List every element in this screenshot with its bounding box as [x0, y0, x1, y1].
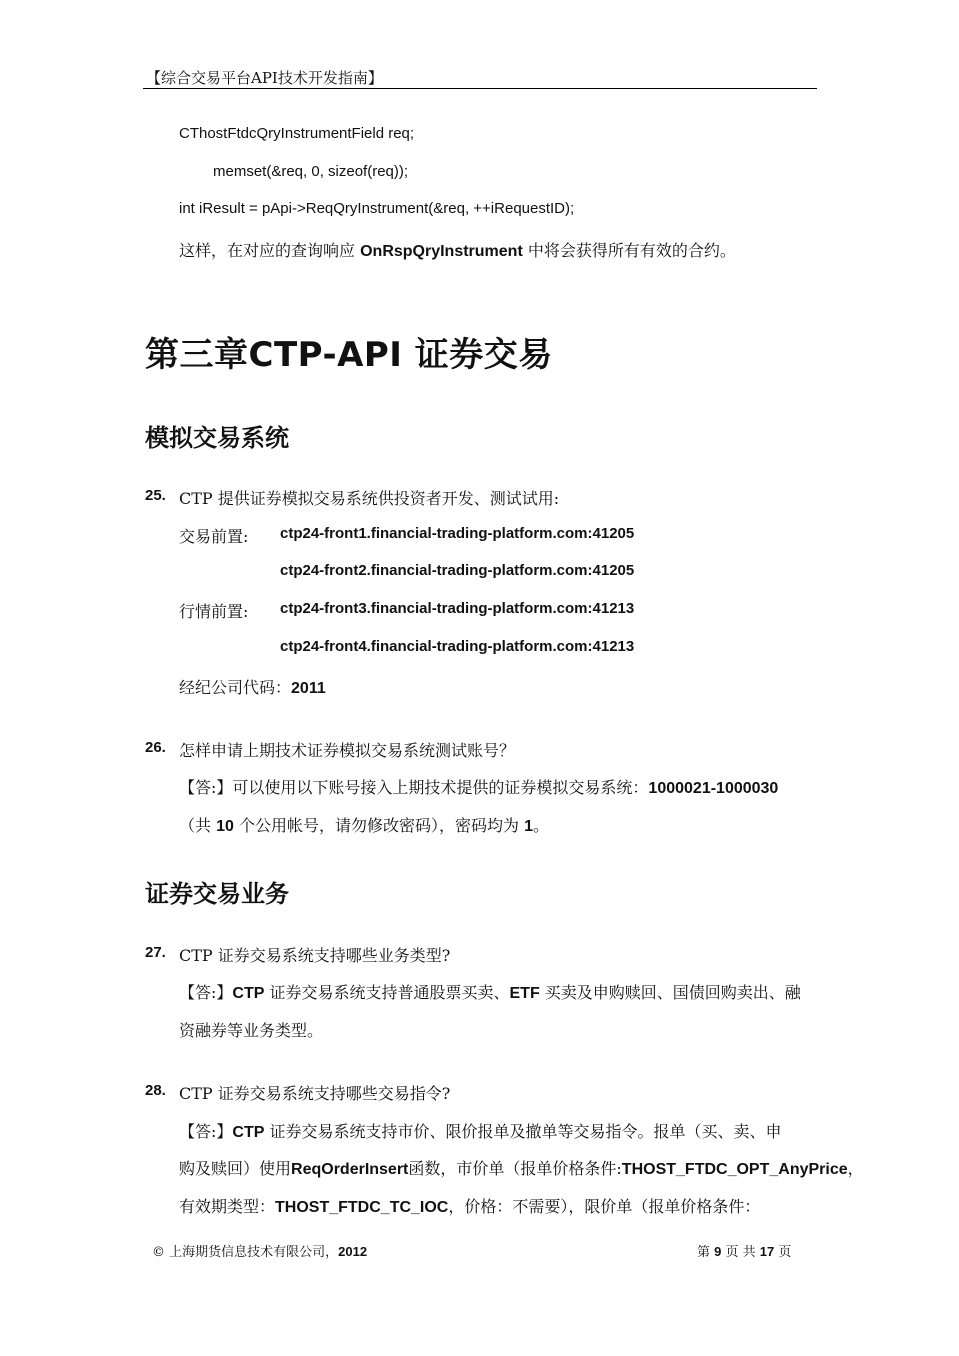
trade-front-1: ctp24-front1.financial-trading-platform.com:41205: [280, 525, 635, 542]
account-count: 10: [216, 818, 234, 835]
item-25-text: CTP 提供证券模拟交易系统供投资者开发、测试试用:: [179, 489, 560, 508]
item-27-answer-line-1: [179, 980, 801, 1003]
current-page: 9: [714, 1244, 722, 1259]
answer-28-part: 购及赎回）使用: [179, 1159, 292, 1178]
broker-id-label: 经纪公司代码：: [179, 678, 292, 697]
section-title-biz: 证券交易业务: [145, 880, 289, 908]
total-pages: 17: [759, 1244, 775, 1259]
answer-28-ctp: CTP: [232, 1124, 265, 1141]
chapter-title: 第三章CTP-API 证券交易: [145, 335, 553, 375]
answer-28-part: 证券交易系统支持市价、限价报单及撤单等交易指令。报单（买、卖、申: [264, 1122, 782, 1141]
trade-front-label: 交易前置:: [179, 527, 249, 546]
code-note: [179, 238, 736, 261]
account-range: 1000021-1000030: [648, 780, 779, 797]
page-header-title: 【综合交易平台API技术开发指南】: [146, 69, 383, 87]
item-28-answer-line-3: [179, 1194, 760, 1217]
copyright-text: © 上海期货信息技术有限公司，: [152, 1245, 339, 1260]
item-28-answer-line-1: [179, 1119, 782, 1142]
item-number-27: 27.: [145, 944, 166, 961]
item-26-question: 怎样申请上期技术证券模拟交易系统测试账号？: [179, 741, 516, 760]
section-title-sim: 模拟交易系统: [145, 424, 289, 452]
code-line-1: CThostFtdcQryInstrumentField req;: [179, 125, 415, 142]
answer-26-part: （共: [179, 816, 217, 835]
code-line-2: memset(&req, 0, sizeof(req));: [213, 163, 409, 180]
copyright-year: 2012: [338, 1244, 368, 1259]
page-label: 页: [774, 1245, 792, 1260]
md-front-2: ctp24-front4.financial-trading-platform.com:41213: [280, 638, 635, 655]
code-note-suffix: 中将会获得所有有效的合约。: [522, 241, 736, 260]
order-insert-function: ReqOrderInsert: [291, 1161, 409, 1178]
answer-26-text: 可以使用以下账号接入上期技术提供的证券模拟交易系统：: [232, 778, 649, 797]
item-28-question: CTP 证券交易系统支持哪些交易指令?: [179, 1084, 451, 1103]
answer-tag: 【答:】: [179, 983, 233, 1002]
answer-28-part: ，价格：不需要），限价单（报单价格条件：: [448, 1197, 761, 1216]
item-number-26: 26.: [145, 739, 166, 756]
item-number-28: 28.: [145, 1082, 166, 1099]
password-value: 1: [524, 818, 533, 835]
code-note-function: OnRspQryInstrument: [360, 243, 523, 260]
item-number-25: 25.: [145, 487, 166, 504]
page-label: 第: [697, 1245, 715, 1260]
price-type-constant: THOST_FTDC_OPT_AnyPrice: [621, 1161, 848, 1178]
footer-copyright: [152, 1241, 367, 1260]
md-front-1: ctp24-front3.financial-trading-platform.com:41213: [280, 600, 635, 617]
answer-28-part: ，: [847, 1159, 864, 1178]
time-condition-constant: THOST_FTDC_TC_IOC: [275, 1199, 449, 1216]
code-line-3: int iResult = pApi->ReqQryInstrument(&req, ++iRequestID);: [179, 200, 575, 217]
answer-28-part: 函数，市价单（报单价格条件:: [408, 1159, 622, 1178]
answer-26-part: 个公用帐号，请勿修改密码），密码均为: [233, 816, 525, 835]
trade-front-2: ctp24-front2.financial-trading-platform.com:41205: [280, 562, 635, 579]
answer-tag: 【答:】: [179, 1122, 233, 1141]
answer-28-part: 有效期类型：: [179, 1197, 276, 1216]
answer-tag: 【答:】: [179, 778, 233, 797]
item-27-answer-line-2: 资融券等业务类型。: [179, 1021, 324, 1040]
footer-page-number: [697, 1241, 791, 1260]
answer-26-part: 。: [532, 816, 549, 835]
item-26-answer-line-2: [179, 813, 549, 836]
answer-27-part: 证券交易系统支持普通股票买卖、: [264, 983, 510, 1002]
item-27-question: CTP 证券交易系统支持哪些业务类型?: [179, 946, 451, 965]
md-front-label: 行情前置:: [179, 602, 249, 621]
answer-27-etf: ETF: [509, 985, 540, 1002]
item-28-answer-line-2: [179, 1156, 864, 1179]
page-label: 页 共: [721, 1245, 760, 1260]
broker-id-line: [179, 675, 326, 698]
answer-27-ctp: CTP: [232, 985, 265, 1002]
header-divider: [143, 88, 817, 89]
broker-id-value: 2011: [291, 680, 326, 697]
code-note-prefix: 这样，在对应的查询响应: [179, 241, 361, 260]
answer-27-part: 买卖及申购赎回、国债回购卖出、融: [539, 983, 801, 1002]
item-26-answer-line-1: [179, 775, 778, 798]
